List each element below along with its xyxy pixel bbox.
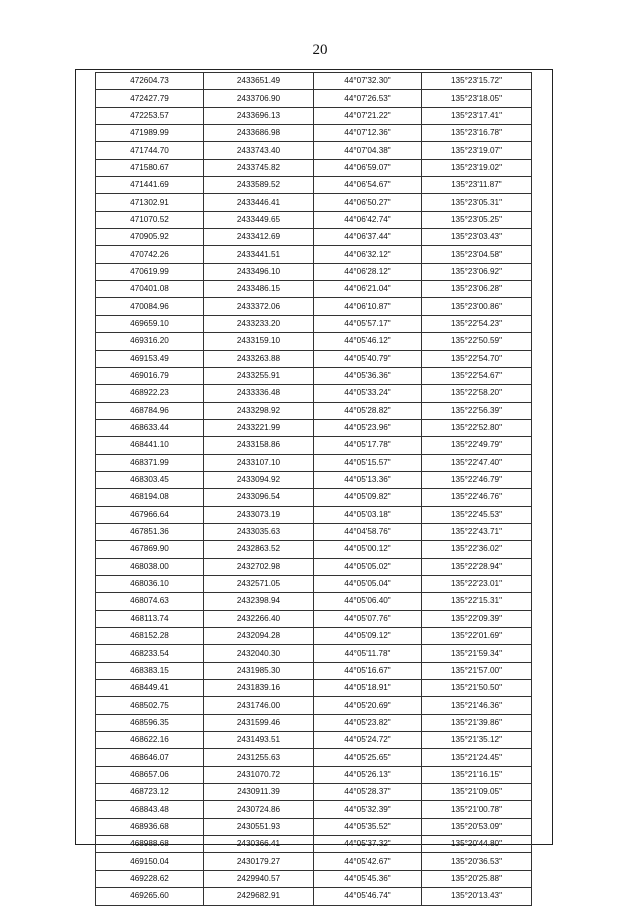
empty-cell bbox=[532, 385, 559, 402]
empty-cell bbox=[532, 836, 559, 853]
y-coordinate-cell: 2432702.98 bbox=[204, 558, 314, 575]
empty-cell bbox=[532, 229, 559, 246]
y-coordinate-cell: 2433651.49 bbox=[204, 73, 314, 90]
y-coordinate-cell: 2433743.40 bbox=[204, 142, 314, 159]
empty-cell bbox=[532, 714, 559, 731]
coordinates-table-body bbox=[96, 73, 559, 906]
x-coordinate-cell: 468233.54 bbox=[96, 645, 204, 662]
y-coordinate-cell: 2432266.40 bbox=[204, 610, 314, 627]
x-coordinate-cell: 472604.73 bbox=[96, 73, 204, 90]
longitude-cell: 135°22'36.02" bbox=[422, 541, 532, 558]
latitude-cell: 44°05'18.91" bbox=[314, 680, 422, 697]
x-coordinate-cell: 470619.99 bbox=[96, 263, 204, 280]
y-coordinate-cell: 2430724.86 bbox=[204, 801, 314, 818]
table-row bbox=[96, 784, 559, 801]
table-row bbox=[96, 853, 559, 870]
longitude-cell: 135°23'05.25" bbox=[422, 211, 532, 228]
longitude-cell: 135°22'47.40" bbox=[422, 454, 532, 471]
y-coordinate-cell: 2431839.16 bbox=[204, 680, 314, 697]
x-coordinate-cell: 468502.75 bbox=[96, 697, 204, 714]
y-coordinate-cell: 2433372.06 bbox=[204, 298, 314, 315]
empty-cell bbox=[532, 107, 559, 124]
y-coordinate-cell: 2433589.52 bbox=[204, 177, 314, 194]
table-row bbox=[96, 281, 559, 298]
longitude-cell: 135°22'01.69" bbox=[422, 628, 532, 645]
x-coordinate-cell: 468383.15 bbox=[96, 662, 204, 679]
y-coordinate-cell: 2431493.51 bbox=[204, 732, 314, 749]
table-row bbox=[96, 836, 559, 853]
latitude-cell: 44°05'25.65" bbox=[314, 749, 422, 766]
longitude-cell: 135°22'50.59" bbox=[422, 333, 532, 350]
table-row bbox=[96, 645, 559, 662]
table-row bbox=[96, 194, 559, 211]
table-row bbox=[96, 229, 559, 246]
x-coordinate-cell: 471302.91 bbox=[96, 194, 204, 211]
latitude-cell: 44°05'24.72" bbox=[314, 732, 422, 749]
latitude-cell: 44°06'59.07" bbox=[314, 159, 422, 176]
empty-cell bbox=[532, 610, 559, 627]
x-coordinate-cell: 471441.69 bbox=[96, 177, 204, 194]
empty-cell bbox=[532, 506, 559, 523]
latitude-cell: 44°07'04.38" bbox=[314, 142, 422, 159]
longitude-cell: 135°21'00.78" bbox=[422, 801, 532, 818]
table-row bbox=[96, 263, 559, 280]
empty-cell bbox=[532, 246, 559, 263]
longitude-cell: 135°21'39.86" bbox=[422, 714, 532, 731]
empty-cell bbox=[532, 298, 559, 315]
table-row bbox=[96, 818, 559, 835]
longitude-cell: 135°22'46.76" bbox=[422, 489, 532, 506]
x-coordinate-cell: 472427.79 bbox=[96, 90, 204, 107]
table-row bbox=[96, 801, 559, 818]
empty-cell bbox=[532, 159, 559, 176]
x-coordinate-cell: 468723.12 bbox=[96, 784, 204, 801]
empty-cell bbox=[532, 853, 559, 870]
y-coordinate-cell: 2430551.93 bbox=[204, 818, 314, 835]
longitude-cell: 135°23'11.87" bbox=[422, 177, 532, 194]
y-coordinate-cell: 2432398.94 bbox=[204, 593, 314, 610]
table-row bbox=[96, 437, 559, 454]
x-coordinate-cell: 468036.10 bbox=[96, 575, 204, 592]
y-coordinate-cell: 2431599.46 bbox=[204, 714, 314, 731]
table-row bbox=[96, 142, 559, 159]
table-row bbox=[96, 90, 559, 107]
y-coordinate-cell: 2433107.10 bbox=[204, 454, 314, 471]
y-coordinate-cell: 2433496.10 bbox=[204, 263, 314, 280]
empty-cell bbox=[532, 766, 559, 783]
empty-cell bbox=[532, 489, 559, 506]
table-row bbox=[96, 333, 559, 350]
latitude-cell: 44°05'42.67" bbox=[314, 853, 422, 870]
x-coordinate-cell: 469659.10 bbox=[96, 315, 204, 332]
latitude-cell: 44°06'21.04" bbox=[314, 281, 422, 298]
x-coordinate-cell: 469150.04 bbox=[96, 853, 204, 870]
empty-cell bbox=[532, 523, 559, 540]
latitude-cell: 44°05'28.37" bbox=[314, 784, 422, 801]
longitude-cell: 135°23'00.86" bbox=[422, 298, 532, 315]
longitude-cell: 135°22'45.53" bbox=[422, 506, 532, 523]
latitude-cell: 44°06'50.27" bbox=[314, 194, 422, 211]
x-coordinate-cell: 470401.08 bbox=[96, 281, 204, 298]
empty-cell bbox=[532, 315, 559, 332]
longitude-cell: 135°22'23.01" bbox=[422, 575, 532, 592]
empty-cell bbox=[532, 437, 559, 454]
empty-cell bbox=[532, 645, 559, 662]
x-coordinate-cell: 471070.52 bbox=[96, 211, 204, 228]
latitude-cell: 44°05'45.36" bbox=[314, 870, 422, 887]
table-row bbox=[96, 367, 559, 384]
longitude-cell: 135°20'53.09" bbox=[422, 818, 532, 835]
latitude-cell: 44°05'16.67" bbox=[314, 662, 422, 679]
x-coordinate-cell: 468843.48 bbox=[96, 801, 204, 818]
x-coordinate-cell: 472253.57 bbox=[96, 107, 204, 124]
empty-cell bbox=[532, 662, 559, 679]
y-coordinate-cell: 2432094.28 bbox=[204, 628, 314, 645]
x-coordinate-cell: 467869.90 bbox=[96, 541, 204, 558]
x-coordinate-cell: 468936.68 bbox=[96, 818, 204, 835]
y-coordinate-cell: 2432863.52 bbox=[204, 541, 314, 558]
x-coordinate-cell: 470084.96 bbox=[96, 298, 204, 315]
y-coordinate-cell: 2430366.41 bbox=[204, 836, 314, 853]
latitude-cell: 44°05'23.82" bbox=[314, 714, 422, 731]
latitude-cell: 44°07'21.22" bbox=[314, 107, 422, 124]
y-coordinate-cell: 2433035.63 bbox=[204, 523, 314, 540]
longitude-cell: 135°21'16.15" bbox=[422, 766, 532, 783]
empty-cell bbox=[532, 818, 559, 835]
table-row bbox=[96, 159, 559, 176]
latitude-cell: 44°05'13.36" bbox=[314, 471, 422, 488]
x-coordinate-cell: 468784.96 bbox=[96, 402, 204, 419]
longitude-cell: 135°22'09.39" bbox=[422, 610, 532, 627]
y-coordinate-cell: 2432040.30 bbox=[204, 645, 314, 662]
y-coordinate-cell: 2430911.39 bbox=[204, 784, 314, 801]
x-coordinate-cell: 468371.99 bbox=[96, 454, 204, 471]
empty-cell bbox=[532, 402, 559, 419]
latitude-cell: 44°07'12.36" bbox=[314, 125, 422, 142]
empty-cell bbox=[532, 350, 559, 367]
y-coordinate-cell: 2431255.63 bbox=[204, 749, 314, 766]
latitude-cell: 44°05'15.57" bbox=[314, 454, 422, 471]
y-coordinate-cell: 2433159.10 bbox=[204, 333, 314, 350]
latitude-cell: 44°05'03.18" bbox=[314, 506, 422, 523]
empty-cell bbox=[532, 870, 559, 887]
table-row bbox=[96, 177, 559, 194]
x-coordinate-cell: 470742.26 bbox=[96, 246, 204, 263]
table-row bbox=[96, 610, 559, 627]
longitude-cell: 135°21'09.05" bbox=[422, 784, 532, 801]
table-row bbox=[96, 125, 559, 142]
x-coordinate-cell: 469153.49 bbox=[96, 350, 204, 367]
latitude-cell: 44°05'11.78" bbox=[314, 645, 422, 662]
x-coordinate-cell: 468194.08 bbox=[96, 489, 204, 506]
empty-cell bbox=[532, 194, 559, 211]
table-row bbox=[96, 749, 559, 766]
table-row bbox=[96, 402, 559, 419]
empty-cell bbox=[532, 454, 559, 471]
x-coordinate-cell: 468596.35 bbox=[96, 714, 204, 731]
y-coordinate-cell: 2433073.19 bbox=[204, 506, 314, 523]
empty-cell bbox=[532, 263, 559, 280]
empty-cell bbox=[532, 784, 559, 801]
table-row bbox=[96, 680, 559, 697]
latitude-cell: 44°05'09.82" bbox=[314, 489, 422, 506]
longitude-cell: 135°23'04.58" bbox=[422, 246, 532, 263]
x-coordinate-cell: 468441.10 bbox=[96, 437, 204, 454]
empty-cell bbox=[532, 471, 559, 488]
empty-cell bbox=[532, 541, 559, 558]
y-coordinate-cell: 2433158.86 bbox=[204, 437, 314, 454]
longitude-cell: 135°23'16.78" bbox=[422, 125, 532, 142]
x-coordinate-cell: 468646.07 bbox=[96, 749, 204, 766]
x-coordinate-cell: 469228.62 bbox=[96, 870, 204, 887]
y-coordinate-cell: 2433696.13 bbox=[204, 107, 314, 124]
y-coordinate-cell: 2432571.05 bbox=[204, 575, 314, 592]
y-coordinate-cell: 2433233.20 bbox=[204, 315, 314, 332]
empty-cell bbox=[532, 749, 559, 766]
empty-cell bbox=[532, 558, 559, 575]
empty-cell bbox=[532, 333, 559, 350]
longitude-cell: 135°20'13.43" bbox=[422, 888, 532, 905]
x-coordinate-cell: 469016.79 bbox=[96, 367, 204, 384]
table-row bbox=[96, 575, 559, 592]
longitude-cell: 135°23'15.72" bbox=[422, 73, 532, 90]
empty-cell bbox=[532, 697, 559, 714]
y-coordinate-cell: 2433446.41 bbox=[204, 194, 314, 211]
latitude-cell: 44°05'40.79" bbox=[314, 350, 422, 367]
empty-cell bbox=[532, 177, 559, 194]
latitude-cell: 44°05'06.40" bbox=[314, 593, 422, 610]
x-coordinate-cell: 468038.00 bbox=[96, 558, 204, 575]
latitude-cell: 44°05'20.69" bbox=[314, 697, 422, 714]
longitude-cell: 135°21'57.00" bbox=[422, 662, 532, 679]
x-coordinate-cell: 468657.06 bbox=[96, 766, 204, 783]
table-row bbox=[96, 298, 559, 315]
x-coordinate-cell: 471744.70 bbox=[96, 142, 204, 159]
table-row bbox=[96, 506, 559, 523]
latitude-cell: 44°05'23.96" bbox=[314, 419, 422, 436]
x-coordinate-cell: 468074.63 bbox=[96, 593, 204, 610]
table-row bbox=[96, 73, 559, 90]
empty-cell bbox=[532, 211, 559, 228]
table-row bbox=[96, 766, 559, 783]
latitude-cell: 44°06'28.12" bbox=[314, 263, 422, 280]
x-coordinate-cell: 468113.74 bbox=[96, 610, 204, 627]
table-row bbox=[96, 315, 559, 332]
table-row bbox=[96, 385, 559, 402]
longitude-cell: 135°22'54.23" bbox=[422, 315, 532, 332]
latitude-cell: 44°05'17.78" bbox=[314, 437, 422, 454]
longitude-cell: 135°22'54.67" bbox=[422, 367, 532, 384]
latitude-cell: 44°05'09.12" bbox=[314, 628, 422, 645]
longitude-cell: 135°20'25.88" bbox=[422, 870, 532, 887]
table-row bbox=[96, 211, 559, 228]
longitude-cell: 135°21'50.50" bbox=[422, 680, 532, 697]
latitude-cell: 44°05'57.17" bbox=[314, 315, 422, 332]
x-coordinate-cell: 468449.41 bbox=[96, 680, 204, 697]
y-coordinate-cell: 2433263.88 bbox=[204, 350, 314, 367]
empty-cell bbox=[532, 680, 559, 697]
longitude-cell: 135°22'28.94" bbox=[422, 558, 532, 575]
table-row bbox=[96, 662, 559, 679]
y-coordinate-cell: 2433486.15 bbox=[204, 281, 314, 298]
latitude-cell: 44°05'28.82" bbox=[314, 402, 422, 419]
longitude-cell: 135°23'19.07" bbox=[422, 142, 532, 159]
latitude-cell: 44°07'32.30" bbox=[314, 73, 422, 90]
y-coordinate-cell: 2429940.57 bbox=[204, 870, 314, 887]
latitude-cell: 44°05'07.76" bbox=[314, 610, 422, 627]
y-coordinate-cell: 2433449.65 bbox=[204, 211, 314, 228]
table-row bbox=[96, 350, 559, 367]
longitude-cell: 135°22'49.79" bbox=[422, 437, 532, 454]
page-number: 20 bbox=[312, 42, 328, 58]
x-coordinate-cell: 467851.36 bbox=[96, 523, 204, 540]
longitude-cell: 135°21'46.36" bbox=[422, 697, 532, 714]
table-row bbox=[96, 628, 559, 645]
longitude-cell: 135°20'44.80" bbox=[422, 836, 532, 853]
longitude-cell: 135°23'06.28" bbox=[422, 281, 532, 298]
table-row bbox=[96, 246, 559, 263]
latitude-cell: 44°05'05.04" bbox=[314, 575, 422, 592]
latitude-cell: 44°05'46.12" bbox=[314, 333, 422, 350]
x-coordinate-cell: 468633.44 bbox=[96, 419, 204, 436]
empty-cell bbox=[532, 801, 559, 818]
latitude-cell: 44°07'26.53" bbox=[314, 90, 422, 107]
x-coordinate-cell: 471580.67 bbox=[96, 159, 204, 176]
latitude-cell: 44°04'58.76" bbox=[314, 523, 422, 540]
x-coordinate-cell: 468622.16 bbox=[96, 732, 204, 749]
y-coordinate-cell: 2433441.51 bbox=[204, 246, 314, 263]
x-coordinate-cell: 468988.68 bbox=[96, 836, 204, 853]
y-coordinate-cell: 2431746.00 bbox=[204, 697, 314, 714]
longitude-cell: 135°23'17.41" bbox=[422, 107, 532, 124]
empty-cell bbox=[532, 888, 559, 905]
y-coordinate-cell: 2433412.69 bbox=[204, 229, 314, 246]
latitude-cell: 44°05'36.36" bbox=[314, 367, 422, 384]
y-coordinate-cell: 2433336.48 bbox=[204, 385, 314, 402]
longitude-cell: 135°23'03.43" bbox=[422, 229, 532, 246]
table-row bbox=[96, 732, 559, 749]
latitude-cell: 44°05'32.39" bbox=[314, 801, 422, 818]
y-coordinate-cell: 2429682.91 bbox=[204, 888, 314, 905]
x-coordinate-cell: 469316.20 bbox=[96, 333, 204, 350]
x-coordinate-cell: 468303.45 bbox=[96, 471, 204, 488]
empty-cell bbox=[532, 575, 559, 592]
latitude-cell: 44°06'10.87" bbox=[314, 298, 422, 315]
latitude-cell: 44°06'54.67" bbox=[314, 177, 422, 194]
empty-cell bbox=[532, 90, 559, 107]
longitude-cell: 135°22'15.31" bbox=[422, 593, 532, 610]
longitude-cell: 135°20'36.53" bbox=[422, 853, 532, 870]
latitude-cell: 44°06'32.12" bbox=[314, 246, 422, 263]
longitude-cell: 135°22'58.20" bbox=[422, 385, 532, 402]
longitude-cell: 135°23'05.31" bbox=[422, 194, 532, 211]
x-coordinate-cell: 468152.28 bbox=[96, 628, 204, 645]
longitude-cell: 135°22'46.79" bbox=[422, 471, 532, 488]
empty-cell bbox=[532, 628, 559, 645]
empty-cell bbox=[532, 142, 559, 159]
latitude-cell: 44°05'37.32" bbox=[314, 836, 422, 853]
y-coordinate-cell: 2433745.82 bbox=[204, 159, 314, 176]
table-row bbox=[96, 523, 559, 540]
longitude-cell: 135°21'24.45" bbox=[422, 749, 532, 766]
latitude-cell: 44°06'37.44" bbox=[314, 229, 422, 246]
table-row bbox=[96, 697, 559, 714]
table-row bbox=[96, 107, 559, 124]
empty-cell bbox=[532, 419, 559, 436]
y-coordinate-cell: 2433706.90 bbox=[204, 90, 314, 107]
latitude-cell: 44°05'05.02" bbox=[314, 558, 422, 575]
table-row bbox=[96, 870, 559, 887]
x-coordinate-cell: 467966.64 bbox=[96, 506, 204, 523]
empty-cell bbox=[532, 73, 559, 90]
y-coordinate-cell: 2433255.91 bbox=[204, 367, 314, 384]
x-coordinate-cell: 471989.99 bbox=[96, 125, 204, 142]
longitude-cell: 135°23'19.02" bbox=[422, 159, 532, 176]
y-coordinate-cell: 2431985.30 bbox=[204, 662, 314, 679]
table-row bbox=[96, 593, 559, 610]
y-coordinate-cell: 2433094.92 bbox=[204, 471, 314, 488]
table-row bbox=[96, 454, 559, 471]
table-row bbox=[96, 714, 559, 731]
y-coordinate-cell: 2430179.27 bbox=[204, 853, 314, 870]
empty-cell bbox=[532, 367, 559, 384]
longitude-cell: 135°22'54.70" bbox=[422, 350, 532, 367]
table-row bbox=[96, 471, 559, 488]
latitude-cell: 44°05'00.12" bbox=[314, 541, 422, 558]
longitude-cell: 135°22'52.80" bbox=[422, 419, 532, 436]
latitude-cell: 44°05'33.24" bbox=[314, 385, 422, 402]
latitude-cell: 44°06'42.74" bbox=[314, 211, 422, 228]
y-coordinate-cell: 2433096.54 bbox=[204, 489, 314, 506]
longitude-cell: 135°23'18.05" bbox=[422, 90, 532, 107]
longitude-cell: 135°23'06.92" bbox=[422, 263, 532, 280]
x-coordinate-cell: 470905.92 bbox=[96, 229, 204, 246]
longitude-cell: 135°21'59.34" bbox=[422, 645, 532, 662]
empty-cell bbox=[532, 281, 559, 298]
table-row bbox=[96, 419, 559, 436]
x-coordinate-cell: 468922.23 bbox=[96, 385, 204, 402]
table-row bbox=[96, 888, 559, 905]
empty-cell bbox=[532, 125, 559, 142]
latitude-cell: 44°05'46.74" bbox=[314, 888, 422, 905]
table-row bbox=[96, 489, 559, 506]
latitude-cell: 44°05'35.52" bbox=[314, 818, 422, 835]
y-coordinate-cell: 2431070.72 bbox=[204, 766, 314, 783]
latitude-cell: 44°05'26.13" bbox=[314, 766, 422, 783]
y-coordinate-cell: 2433298.92 bbox=[204, 402, 314, 419]
empty-cell bbox=[532, 732, 559, 749]
empty-cell bbox=[532, 593, 559, 610]
longitude-cell: 135°22'43.71" bbox=[422, 523, 532, 540]
longitude-cell: 135°21'35.12" bbox=[422, 732, 532, 749]
x-coordinate-cell: 469265.60 bbox=[96, 888, 204, 905]
y-coordinate-cell: 2433686.98 bbox=[204, 125, 314, 142]
table-row bbox=[96, 541, 559, 558]
coordinates-table bbox=[95, 72, 558, 906]
longitude-cell: 135°22'56.39" bbox=[422, 402, 532, 419]
y-coordinate-cell: 2433221.99 bbox=[204, 419, 314, 436]
table-row bbox=[96, 558, 559, 575]
